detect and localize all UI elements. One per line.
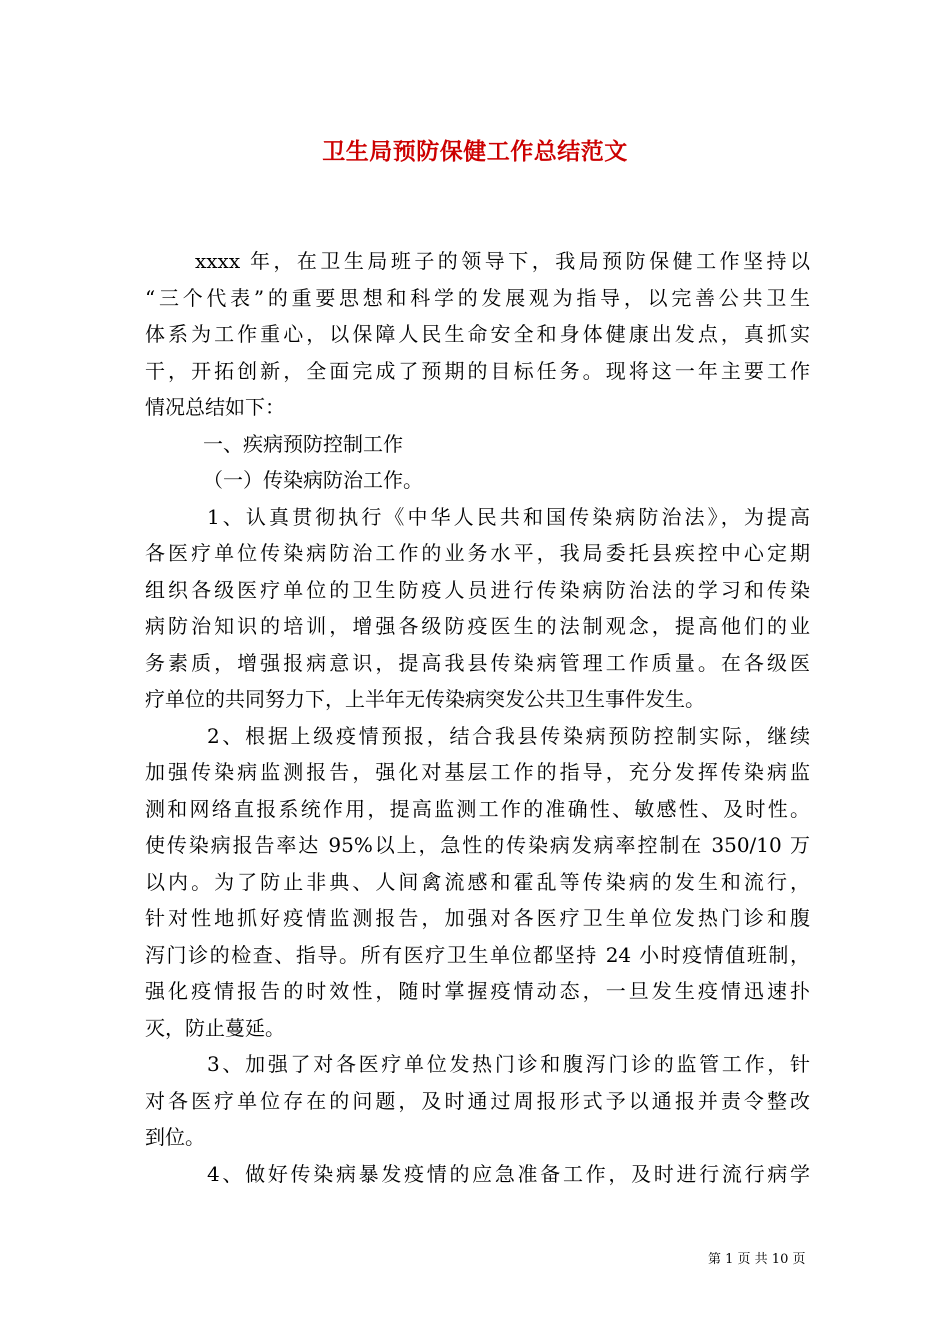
text-line: 到位。 <box>145 1125 205 1149</box>
text-line: xxxx 年，在卫生局班子的领导下，我局预防保健工作坚持以 <box>195 249 810 273</box>
text-line: 针对性地抓好疫情监测报告，加强对各医疗卫生单位发热门诊和腹 <box>145 906 810 930</box>
text-line: 各医疗单位传染病防治工作的业务水平，我局委托县疾控中心定期 <box>145 541 810 565</box>
text-line: 加强传染病监测报告，强化对基层工作的指导，充分发挥传染病监 <box>145 760 810 784</box>
text-line: 对各医疗单位存在的问题，及时通过周报形式予以通报并责令整改 <box>145 1088 810 1113</box>
subsection-heading: （一）传染病防治工作。 <box>203 468 423 492</box>
text-line: “三个代表”的重要思想和科学的发展观为指导，以完善公共卫生 <box>145 285 810 310</box>
text-line: 情况总结如下： <box>145 395 285 419</box>
text-line: 泻门诊的检查、指导。所有医疗卫生单位都坚持 24 小时疫情值班制， <box>145 942 810 967</box>
text-line: 强化疫情报告的时效性，随时掌握疫情动态，一旦发生疫情迅速扑 <box>145 979 810 1003</box>
text-line: 务素质，增强报病意识，提高我县传染病管理工作质量。在各级医 <box>145 650 810 675</box>
text-line: 测和网络直报系统作用，提高监测工作的准确性、敏感性、及时性。 <box>145 796 810 821</box>
text-line: 2、根据上级疫情预报，结合我县传染病预防控制实际，继续 <box>207 723 810 748</box>
document-body <box>145 243 810 1192</box>
text-line: 疗单位的共同努力下，上半年无传染病突发公共卫生事件发生。 <box>145 687 705 711</box>
text-line: 干，开拓创新，全面完成了预期的目标任务。现将这一年主要工作 <box>145 358 810 383</box>
text-line: 4、做好传染病暴发疫情的应急准备工作，及时进行流行病学 <box>207 1161 810 1186</box>
text-line: 组织各级医疗单位的卫生防疫人员进行传染病防治法的学习和传染 <box>145 577 810 602</box>
text-line: 病防治知识的培训，增强各级防疫医生的法制观念，提高他们的业 <box>145 614 810 638</box>
text-line: 体系为工作重心，以保障人民生命安全和身体健康出发点，真抓实 <box>145 322 810 346</box>
page-footer: 第 1 页 共 10 页 <box>708 1252 806 1267</box>
text-line: 使传染病报告率达 95%以上，急性的传染病发病率控制在 350/10 万 <box>145 833 810 857</box>
document-title: 卫生局预防保健工作总结范文 <box>322 139 628 165</box>
section-heading: 一、疾病预防控制工作 <box>203 431 403 456</box>
text-line: 1、认真贯彻执行《中华人民共和国传染病防治法》，为提高 <box>207 504 810 529</box>
text-line: 3、加强了对各医疗单位发热门诊和腹泻门诊的监管工作，针 <box>207 1052 810 1076</box>
text-line: 以内。为了防止非典、人间禽流感和霍乱等传染病的发生和流行， <box>145 869 810 894</box>
text-line: 灭，防止蔓延。 <box>145 1015 285 1040</box>
